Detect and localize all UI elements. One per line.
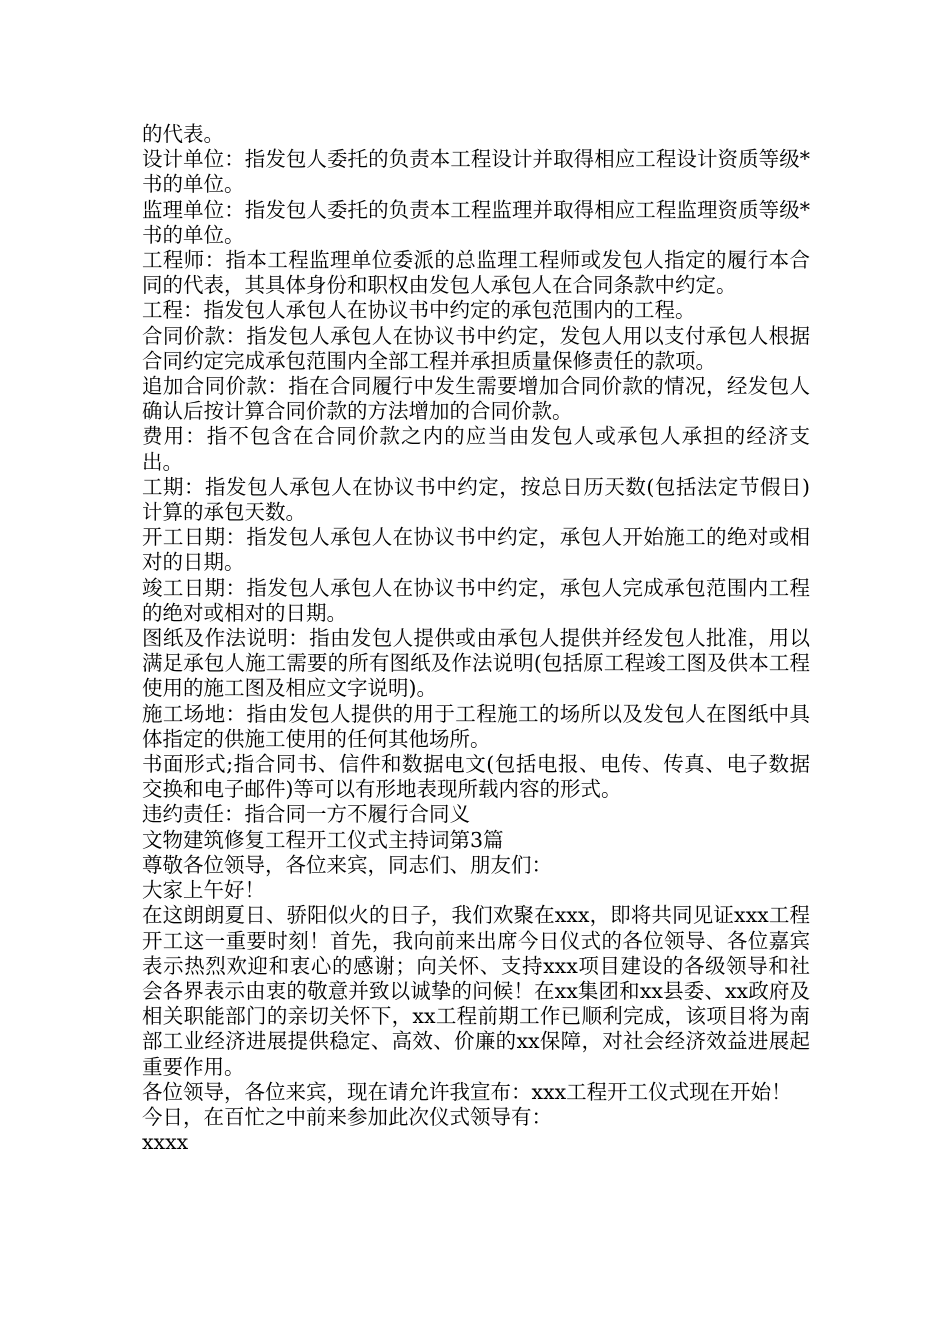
paragraph-additional-price: 追加合同价款：指在合同履行中发生需要增加合同价款的情况，经发包人确认后按计算合同价款的方法增加的合同价款。 — [142, 374, 810, 424]
paragraph-drawings: 图纸及作法说明：指由发包人提供或由承包人提供并经发包人批准，用以满足承包人施工需要的所有图纸及作法说明(包括原工程竣工图及供本工程使用的施工图及相应文字说明)。 — [142, 626, 810, 701]
paragraph-start-date: 开工日期：指发包人承包人在协议书中约定，承包人开始施工的绝对或相对的日期。 — [142, 525, 810, 575]
paragraph-representative: 的代表。 — [142, 122, 224, 146]
paragraph-supervision-unit: 监理单位：指发包人委托的负责本工程监理并取得相应工程监理资质等级*书的单位。 — [142, 197, 810, 247]
paragraph-contract-price: 合同价款：指发包人承包人在协议书中约定，发包人用以支付承包人根据合同约定完成承包范围内全部工程并承担质量保修责任的款项。 — [142, 323, 810, 373]
paragraph-completion-date: 竣工日期：指发包人承包人在协议书中约定，承包人完成承包范围内工程的绝对或相对的日期。 — [142, 575, 810, 625]
section-heading: 文物建筑修复工程开工仪式主持词第3篇 — [142, 827, 504, 852]
paragraph-written-form: 书面形式;指合同书、信件和数据电文(包括电报、电传、传真、电子数据交换和电子邮件)等可以有形地表现所载内容的形式。 — [142, 752, 810, 802]
paragraph-salutation: 尊敬各位领导，各位来宾，同志们、朋友们： — [142, 852, 552, 877]
paragraph-liability: 违约责任：指合同一方不履行合同义 — [142, 802, 470, 827]
paragraph-expenses: 费用：指不包含在合同价款之内的应当由发包人或承包人承担的经济支出。 — [142, 424, 810, 474]
paragraph-engineer: 工程师：指本工程监理单位委派的总监理工程师或发包人指定的履行本合同的代表，其具体身份和职权由发包人承包人在合同条款中约定。 — [142, 248, 810, 298]
paragraph-greeting: 大家上午好！ — [142, 878, 265, 903]
document-body — [142, 122, 810, 1155]
paragraph-duration: 工期：指发包人承包人在协议书中约定，按总日历天数(包括法定节假日)计算的承包天数。 — [142, 474, 810, 525]
paragraph-announcement: 各位领导，各位来宾，现在请允许我宣布：xxx工程开工仪式现在开始！ — [142, 1079, 792, 1104]
paragraph-opening-speech: 在这朗朗夏日、骄阳似火的日子，我们欢聚在xxx，即将共同见证xxx工程开工这一重要时刻！首先，我向前来出席今日仪式的各位领导、各位嘉宾表示热烈欢迎和衷心的感谢；向关怀、支持xxx项目建设的各级领导和社会各界表示由衷的敬意并致以诚挚的问候！在xx集团和xx县委、xx政府及相关职能部门的亲切关怀下，xx工程前期工作已顺利完成，该项目将为南部工业经济进展提供稳定、高效、价廉的xx保障，对社会经济效益进展起重要作用。 — [142, 903, 810, 1079]
paragraph-site: 施工场地：指由发包人提供的用于工程施工的场所以及发包人在图纸中具体指定的供施工使用的任何其他场所。 — [142, 701, 810, 751]
paragraph-attending-leaders: 今日，在百忙之中前来参加此次仪式领导有： — [142, 1104, 552, 1129]
paragraph-project: 工程：指发包人承包人在协议书中约定的承包范围内的工程。 — [142, 298, 696, 323]
paragraph-design-unit: 设计单位：指发包人委托的负责本工程设计并取得相应工程设计资质等级*书的单位。 — [142, 147, 810, 197]
paragraph-leader-names: xxxx — [142, 1130, 189, 1155]
